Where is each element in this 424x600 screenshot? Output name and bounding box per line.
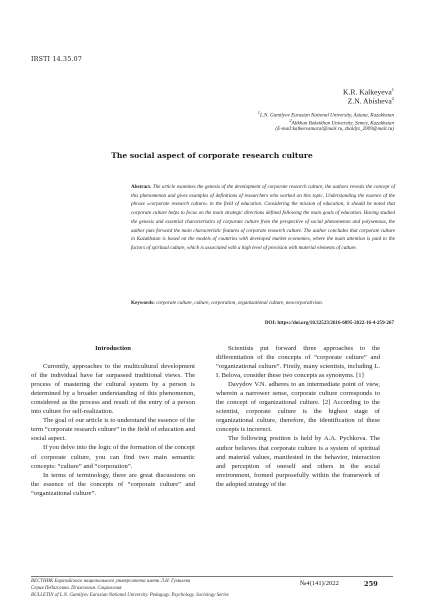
author-1-name: K.R. Kalkeyeva	[343, 87, 392, 97]
doi-link[interactable]: DOI: https://doi.org/10.32523/2616-6895-2022-16-4-259-267	[264, 320, 394, 326]
keywords	[131, 300, 395, 307]
issue-number: №4(141)/2022	[300, 580, 339, 587]
irsti-code: IRSTI 14.35.07	[31, 56, 83, 63]
paragraph: If you delve into the logic of the formation of the concept of corporate culture, you can find two main semantic concepts: “culture” and “corporation”.	[31, 444, 195, 470]
affiliation-1-text: L.N. Gumilyov Eurasian National University, Astana, Kazakhstan	[259, 112, 394, 119]
affiliation-2-text: Alikhan Bokeikhan University, Semey, Kazakhstan	[291, 120, 394, 127]
paragraph: In terms of terminology, there are great discussions on the essence of the concepts of “corporate culture” and “organizational culture”.	[31, 471, 195, 497]
affiliation-1-sup: 1	[257, 110, 260, 115]
abstract-text: The article examines the genesis of the development of corporate research culture, the authors reveals the concept of this phenomenon and gives examples of definitions of researchers who worked on this topic. Understanding the essence of the phrase «corporate research culture» in the field of education. Considering the mission of education, it should be noted that corporate culture helps to focus on the main strategic directions defined following the main goals of education. Having studied the genesis and essential characteristics of corporate culture from the perspective of social phenomenon and polysemous, the author puts forward the main characteristic features of corporate research culture. The author concludes that corporate culture in Kazakhstan is based on the models of countries with developed market economies, where the main attention is paid to the factors of spiritual culture, which is associated with a high level of provision with material elements of culture.	[131, 184, 395, 251]
body-column-left	[31, 344, 195, 498]
page-number: 259	[364, 580, 378, 588]
abstract-label: Abstract.	[131, 184, 152, 190]
journal-name-en: BULLETIN of L.N. Gumilyov Eurasian National University. Pedagogy. Psychology. Sociology Series	[31, 593, 229, 598]
section-heading-introduction: Introduction	[95, 345, 131, 352]
abstract	[131, 183, 395, 253]
keywords-text: corporate culture, culture, corporation, organizational culture, neocorporativism.	[156, 300, 323, 306]
paragraph: The goal of our article is to understand the essence of the term “corporate research culture” in the field of education and social aspect.	[31, 417, 195, 443]
footer-divider	[31, 576, 393, 577]
author-2-sup: 2	[391, 96, 394, 101]
paragraph: The following position is held by A.A. Pychkova. The author believes that corporate culture is a system of spiritual and material values, manifested in the behavior, interaction and perception of oneself and others in the social environment, formed purposefully within the framework of the adopted strategy of the	[216, 435, 380, 488]
keywords-label: Keywords:	[131, 300, 155, 306]
paragraph: Davydov V.N. adheres to an intermediate point of view, wherein a narrower sense, corporate culture corresponds to the concept of organizational culture. [2] According to the scientist, corporate culture is the highest stage of organizational culture, therefore, the identification of these concepts is incorrect.	[216, 381, 380, 434]
journal-series-ru: Серия Педагогика. Психология. Социология	[31, 586, 122, 591]
article-title: The social aspect of corporate research culture	[111, 151, 313, 160]
paragraph: Currently, approaches to the multicultural development of the individual have far surpassed traditional views. The process of mastering the cultural system by a person is determined by a broader understanding of this phenomenon, considered as the process and result of the entry of a person into culture for self-realization.	[31, 363, 195, 416]
paragraph: Scientists put forward three approaches to the differentiation of the concepts of “corporate culture” and “organizational culture”. Firstly, many scientists, including L. I. Belova, consider these two concepts as synonyms. [1]	[216, 345, 380, 380]
author-1-sup: 1	[391, 87, 394, 92]
journal-name-ru: ВЕСТНИК Евразийского национального университета имени Л.Н. Гумилева	[31, 579, 191, 584]
author-2	[348, 96, 394, 106]
body-column-right	[216, 344, 380, 489]
author-emails: (E-mail:kalkeevamaral@mail.ru, zbaldyz_2009@mail.ru)	[275, 126, 394, 132]
affiliation-2-sup: 2	[289, 118, 292, 123]
author-2-name: Z.N. Abisheva	[347, 96, 392, 106]
